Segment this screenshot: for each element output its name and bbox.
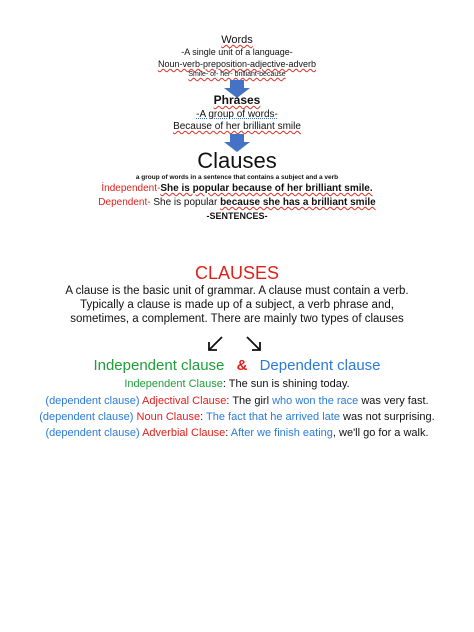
clauses-paragraph-line-2: Typically a clause is made up of a subject, a verb phrase and, <box>80 299 394 311</box>
words-parts-of-speech: Noun-verb-preposition-adjective-adverb <box>157 59 317 69</box>
independent-example: İndependent-She is popular because of her brilliant smile. <box>101 183 373 194</box>
words-title: Words <box>221 34 253 46</box>
example-independent-clause: Independent Clause: The sun is shining today. <box>124 378 350 390</box>
clause-types: Independent clause & Dependent clause <box>93 357 381 374</box>
dependent-example: Dependent- She is popular because she has a brilliant smile <box>98 197 376 208</box>
clauses-paragraph-line-3: sometimes, a complement. There are mainly two types of clauses <box>70 313 404 325</box>
phrases-title: Phrases <box>213 93 261 107</box>
clauses-paragraph-line-1: A clause is the basic unit of grammar. A clause must contain a verb. <box>65 285 409 297</box>
clauses-definition: a group of words in a sentence that contains a subject and a verb <box>135 174 339 181</box>
phrases-example: Because of her brilliant smile <box>173 121 301 132</box>
words-definition: -A single unit of a language- <box>181 47 293 57</box>
example-noun-clause: (dependent clause) Noun Clause: The fact that he arrived late was not surprising. <box>39 411 435 423</box>
clauses-heading: CLAUSES <box>194 263 280 283</box>
clauses-title: Clauses <box>197 148 277 173</box>
example-adverbial-clause: (dependent clause) Adverbial Clause: After we finish eating, we'll go for a walk. <box>45 427 429 439</box>
diagonal-arrow-left-icon <box>205 334 225 354</box>
phrases-definition: -A group of words- <box>196 109 278 120</box>
sentences-label: -SENTENCES- <box>206 211 268 221</box>
words-example: Smile- of- her- brilliant-because <box>188 71 286 78</box>
diagonal-arrow-right-icon <box>244 334 264 354</box>
example-adjectival-clause: (dependent clause) Adjectival Clause: The girl who won the race was very fast. <box>45 395 429 407</box>
